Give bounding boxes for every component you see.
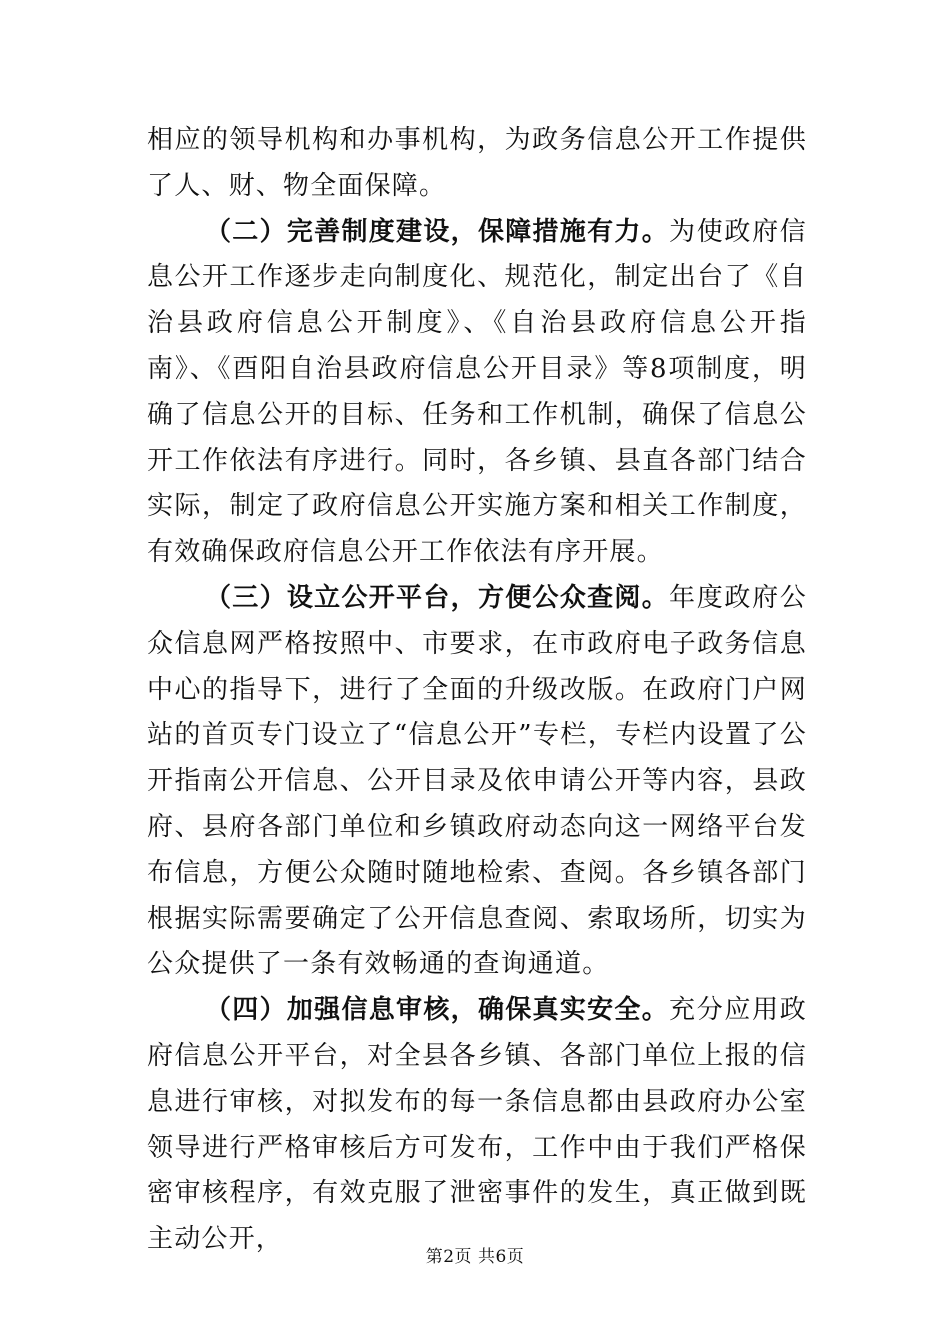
section-heading: （三）设立公开平台，方便公众查阅。: [205, 582, 669, 613]
paragraph-text: 充分应用政府信息公开平台，对全县各乡镇、各部门单位上报的信息进行审核，对拟发布的每一条信息都由县政府办公室领导进行严格审核后方可发布，工作中由于我们严格保密审核程序，有效克服了泄密事件的发生，真正做到既主动公开，: [147, 995, 807, 1255]
paragraph-continuation: [147, 118, 807, 210]
paragraph-section-3: [147, 576, 807, 988]
paragraph-section-2: [147, 210, 807, 576]
section-heading: （二）完善制度建设，保障措施有力。: [205, 216, 669, 247]
paragraph-text: 为使政府信息公开工作逐步走向制度化、规范化，制定出台了《自治县政府信息公开制度》、《自治县政府信息公开指南》、《酉阳自治县政府信息公开目录》等8项制度，明确了信息公开的目标、任务和工作机制，确保了信息公开工作依法有序进行。同时，各乡镇、县直各部门结合实际，制定了政府信息公开实施方案和相关工作制度，有效确保政府信息公开工作依法有序开展。: [147, 216, 807, 568]
paragraph-text: 年度政府公众信息网严格按照中、市要求，在市政府电子政务信息中心的指导下，进行了全面的升级改版。在政府门户网站的首页专门设立了“信息公开”专栏，专栏内设置了公开指南公开信息、公开目录及依申请公开等内容，县政府、县府各部门单位和乡镇政府动态向这一网络平台发布信息，方便公众随时随地检索、查阅。各乡镇各部门根据实际需要确定了公开信息查阅、索取场所，切实为公众提供了一条有效畅通的查询通道。: [147, 582, 807, 980]
page-number-footer: 第2页 共6页: [425, 1247, 525, 1267]
document-body: [147, 118, 807, 1263]
section-heading: （四）加强信息审核，确保真实安全。: [205, 995, 669, 1026]
paragraph-text: 相应的领导机构和办事机构，为政务信息公开工作提供了人、财、物全面保障。: [147, 125, 807, 201]
paragraph-section-4: [147, 988, 807, 1263]
